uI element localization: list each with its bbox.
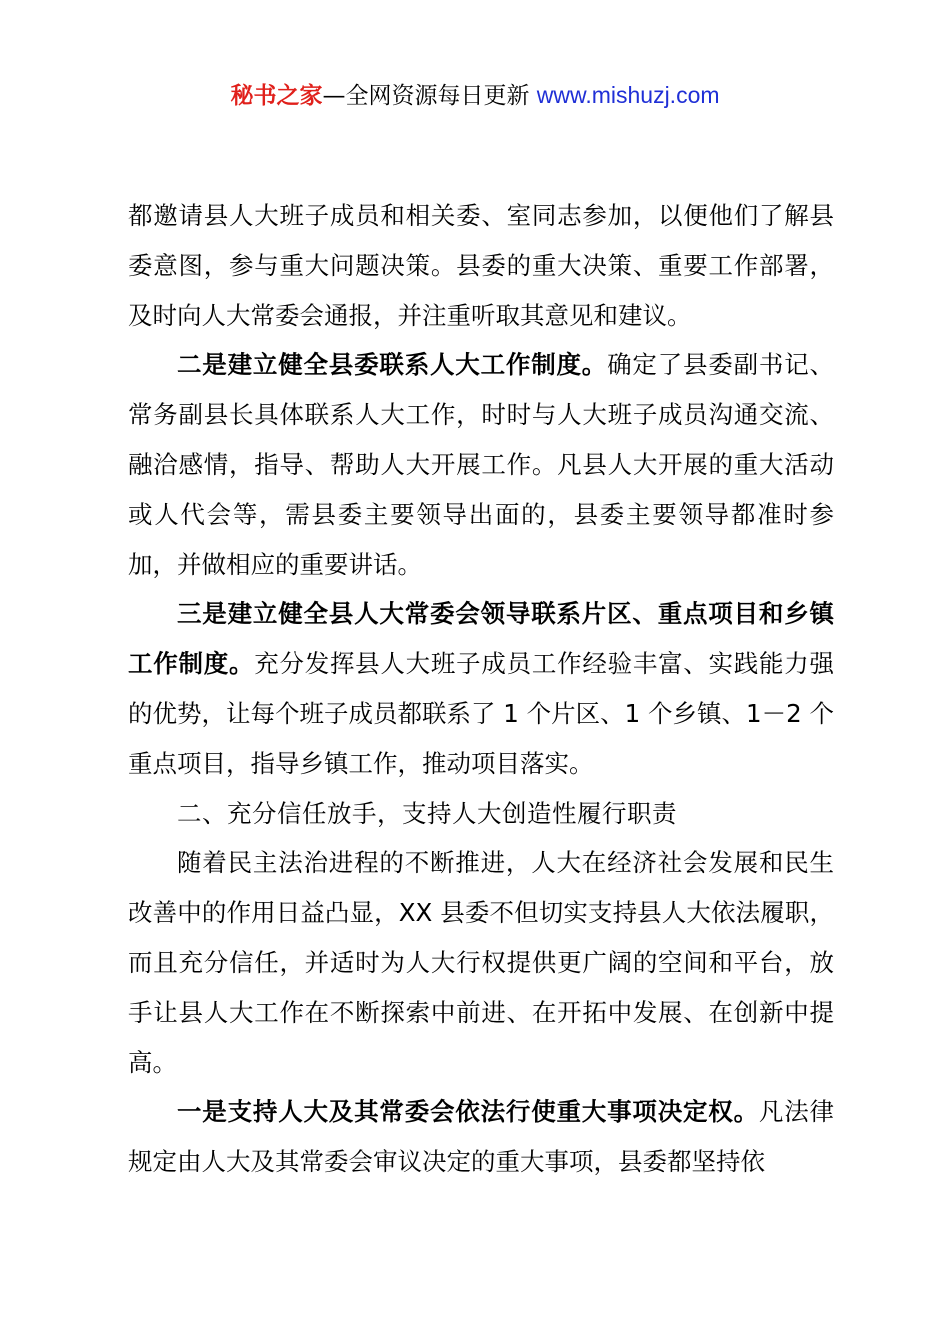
paragraph-text: 充分发挥县人大班子成员工作经验丰富、实践能力强的优势，让每个班子成员都联系了 1 个片区、1 个乡镇、1－2 个重点项目，指导乡镇工作，推动项目落实。 bbox=[128, 649, 835, 778]
header-tagline: —全网资源每日更新 bbox=[322, 83, 537, 109]
section-heading-text: 二、充分信任放手，支持人大创造性履行职责 bbox=[177, 798, 677, 828]
site-url-link[interactable]: www.mishuzj.com bbox=[536, 82, 720, 108]
document-body bbox=[128, 191, 834, 1187]
paragraph-item-two bbox=[128, 340, 834, 589]
paragraph-text: 确定了县委副书记、常务副县长具体联系人大工作，时时与人大班子成员沟通交流、融洽感情，指导、帮助人大开展工作。凡县人大开展的重大活动或人代会等，需县委主要领导出面的，县委主要领导都准时参加，并做相应的重要讲话。 bbox=[128, 350, 835, 579]
paragraph-text: 随着民主法治进程的不断推进，人大在经济社会发展和民生改善中的作用日益凸显，XX 县委不但切实支持县人大依法履职，而且充分信任，并适时为人大行权提供更广阔的空间和平台，放手让县人大工作在不断探索中前进、在开拓中发展、在创新中提高。 bbox=[128, 848, 834, 1077]
paragraph-lead: 二是建立健全县委联系人大工作制度。 bbox=[177, 350, 608, 380]
paragraph-intro bbox=[128, 838, 834, 1087]
site-header bbox=[0, 80, 950, 111]
paragraph-item-three bbox=[128, 589, 834, 788]
paragraph-text: 凡法律规定由人大及其常委会审议决定的重大事项，县委都坚持依 bbox=[128, 1097, 835, 1177]
section-heading bbox=[128, 789, 834, 839]
paragraph-text: 都邀请县人大班子成员和相关委、室同志参加，以便他们了解县委意图，参与重大问题决策。县委的重大决策、重要工作部署，及时向人大常委会通报，并注重听取其意见和建议。 bbox=[128, 201, 834, 330]
paragraph-continuation bbox=[128, 191, 834, 340]
brand-name: 秘书之家 bbox=[230, 83, 323, 109]
paragraph-item-one bbox=[128, 1087, 834, 1187]
paragraph-lead: 三是建立健全县人大常委会领导联系片区、重点项目和乡镇工作制度。 bbox=[128, 599, 834, 679]
paragraph-lead: 一是支持人大及其常委会依法行使重大事项决定权。 bbox=[177, 1097, 759, 1127]
